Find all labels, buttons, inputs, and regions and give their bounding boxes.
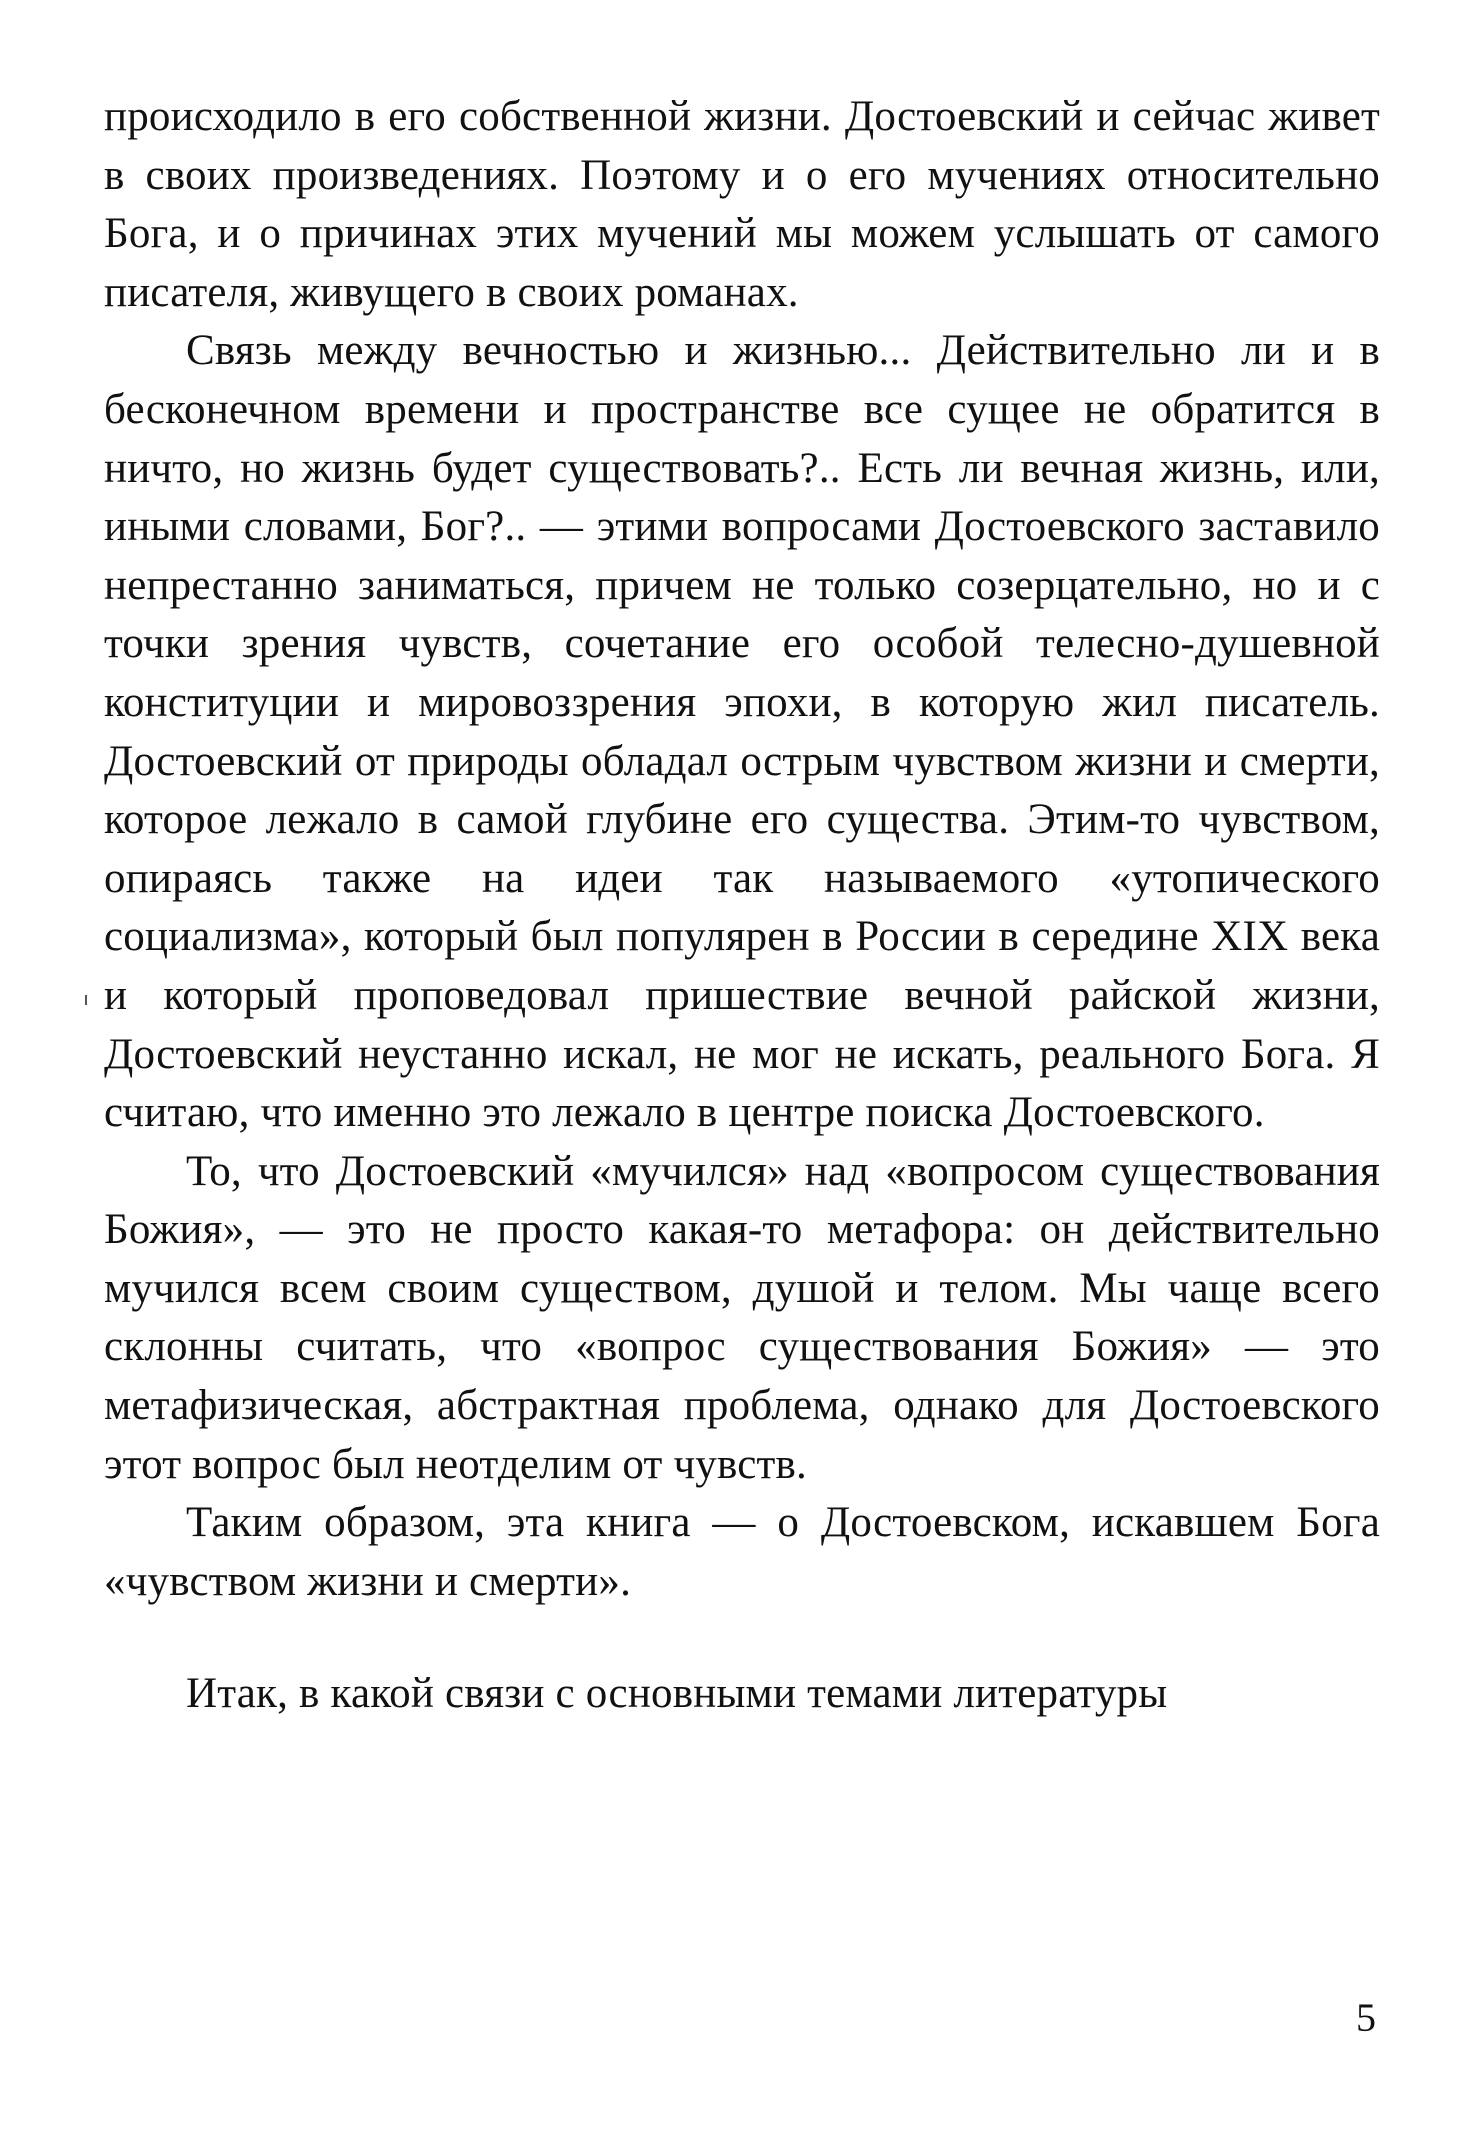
paragraph-5: Итак, в какой связи с основными темами литературы [186, 1670, 1168, 1718]
paragraph-1: происходило в его собственной жизни. Достоевский и сейчас живет в своих произведениях. Поэтому и о его мучениях относительно Бога, и о причинах этих мучений мы можем услышать от самого писателя, живущего в своих романах. [104, 93, 1380, 316]
page-body [104, 88, 1380, 1724]
paragraph-2: Связь между вечностью и жизнью... Действительно ли и в бесконечном времени и пространстве все сущее не обратится в ничто, но жизнь будет существовать?.. Есть ли вечная жизнь, или, иными словами, Бог?.. — этими вопросами Достоевского заставило непрестанно заниматься, причем не только созерцательно, но и с точки зрения чувств, сочетание его особой телесно-душевной конституции и мировоззрения эпохи, в которую жил писатель. Достоевский от природы обладал острым чувством жизни и смерти, которое лежало в самой глубине его существа. Этим-то чувством, опираясь также на идеи так называемого «утопического социализма», который был популярен в России в середине XIX века и который проповедовал пришествие вечной райской жизни, Достоевский неустанно искал, не мог не искать, реального Бога. Я считаю, что именно это лежало в центре поиска Достоевского. [104, 327, 1380, 1137]
scan-speck [85, 995, 87, 1005]
paragraph-3: То, что Достоевский «мучился» над «вопросом существования Божия», — это не просто какая-то метафора: он действительно мучился всем своим существом, душой и телом. Мы чаще всего склонны считать, что «вопрос существования Божия» — это метафизическая, абстрактная проблема, однако для Достоевского этот вопрос был неотделим от чувств. [104, 1147, 1380, 1488]
page-number: 5 [1356, 1995, 1376, 2040]
paragraph-4: Таким образом, эта книга — о Достоевском, искавшем Бога «чувством жизни и смерти». [104, 1499, 1380, 1605]
